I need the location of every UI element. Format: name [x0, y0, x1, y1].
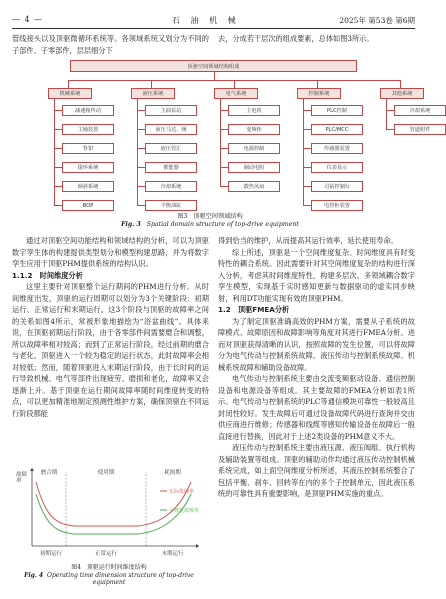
fig4-ylabel: 故障 — [16, 472, 28, 478]
fig3-caption-cn — [60, 211, 360, 220]
fig3-category-spine — [386, 99, 387, 130]
fig3-item-connector — [54, 110, 62, 111]
fig3-item-box: 主油泵站 — [145, 105, 197, 116]
fig3-caption-cn-num: 图3 — [177, 213, 188, 220]
right-paragraph-2: 综上所述，顶驱是一个空间维度复杂、时间维度具有时变特性的耦合系统。因此需要针对其空间维度复杂的结构进行深入分析，考虑其时间维度特性，构建多层次、多领域耦合数字孪生模型，实现基于实时感知更新与数据驱动的虚实同步映射，利用DT功能实现有效的顶驱PHM。 — [218, 247, 415, 303]
fig4-legend-repairable: 可修复故障率 — [169, 508, 200, 514]
fig3-item-box: 液压马达、阀 — [145, 124, 197, 135]
fig3-item-box: 司钻控制台 — [311, 181, 363, 192]
fig3-item-connector — [303, 186, 311, 187]
fig3-item-box: 减速箱传动 — [62, 105, 114, 116]
fig3-item-connector — [137, 186, 145, 187]
right-paragraph-5: 液压传动与控制系统主要由液压源、液压阀组、执行机构及辅助装置等组成。顶驱的辅助动作均通过液压传动控制机械系统完成，如上面空间维度分析所述，其液压控制系统整合了包括平衡、刹车、回转等在内的多个子控制单元，因此液压系统的可靠性具有重要影响，是顶驱PHM实施的重点。 — [218, 443, 415, 498]
fig4-actual-failure-curve — [36, 482, 191, 526]
left-top-text — [12, 33, 209, 56]
fig3-item-connector — [137, 167, 145, 168]
fig4-phase-label: 磨合期 — [40, 470, 58, 476]
fig4-chart — [14, 460, 204, 560]
fig3-category-box: 控制系统 — [297, 88, 341, 99]
fig4-caption-cn-text: 顶驱运行时间维度结构 — [86, 564, 147, 571]
fig4-legend-actual: 实际故障率 — [169, 489, 195, 495]
issue-info: 2025年 第53卷 第6期 — [339, 16, 415, 25]
fig3-item-connector — [137, 110, 145, 111]
left-paragraph-2: 这里主要针对顶驱整个运行期间的PHM进行分析。从时间维度出发，顶驱的运行周期可以划分为3个关键阶段：初期运行、正常运行和末期运行。这3个阶段与顶驱的故障率之间的关系如图4所示，常被形象地描绘为“浴盆曲线”。具体来说，在顶驱初期运行阶段，由于各零部件间需要磨合和调整，所以故障率相对较高；而到了正常运行阶段，经过前期的磨合与老化，顶驱进入一个较为稳定的运行状态，此时故障率会相对较低；然而，随着顶驱进入末期运行阶段，由于长时间的运行导致机械、电气等部件出现疲劳、磨损和老化，故障率又会逐渐上升。基于顶驱在运行期间故障率随时间维度转变的特点，可以更加精准地制定预测性维护方案，确保顶驱在不同运行阶段都能 — [12, 282, 209, 418]
fig3-item-connector — [54, 129, 62, 130]
fig3-item-box: PLC控制 — [311, 105, 363, 116]
fig3-item-box: 管道附件 — [394, 124, 446, 135]
fig4-x-label: 末期运行 — [161, 551, 184, 557]
fig3-item-box: 电控柜装置 — [311, 200, 363, 211]
right-column — [218, 235, 415, 500]
fig3-level1-connector — [68, 80, 69, 88]
fig3-root-connector — [214, 72, 215, 80]
fig3-item-box: 背钳 — [62, 143, 114, 154]
fig3-item-connector — [220, 148, 228, 149]
right-paragraph-4: 电气传动与控制系统主要由交流变频驱动设备、通信控制设备和电源设备等组成。其主要故障的FMEA分析如表1所示。电气传动与控制系统的PLC等通信模块可靠性一般较高且封闭性较好。发生故障后可通过设备故障代码进行查询并交由供应商进行维修；传感器和线缆等感知传输设备在故障后一般直接进行替换，因此对于上述2类设备的PHM意义不大。 — [218, 374, 415, 441]
fig3-item-connector — [54, 148, 62, 149]
fig3-item-connector — [303, 129, 311, 130]
fig3-item-connector — [54, 186, 62, 187]
fig3-item-connector — [137, 148, 145, 149]
right-top-text — [218, 33, 415, 45]
fig3-item-box: 传感器装置 — [311, 143, 363, 154]
right-paragraph-1: 得到恰当的维护，从而提高其运行效率，延长使用寿命。 — [218, 236, 398, 245]
fig3-level1-connector — [317, 80, 318, 88]
fig3-item-connector — [54, 167, 62, 168]
right-top-paragraph: 去，分成若干层次的组成要素，总体如图3所示。 — [218, 34, 374, 43]
page-number: — 4 — — [12, 15, 44, 24]
fig3-item-box: 主轴装置 — [62, 124, 114, 135]
fig4-x-label: 正常运行 — [94, 551, 118, 557]
fig3-item-box: 冷却系统 — [145, 181, 197, 192]
fig3-category-spine — [137, 99, 138, 206]
fig3-category-spine — [303, 99, 304, 206]
fig4-caption-en-text: Operating time dimension structure of top-drive equipment — [47, 572, 194, 586]
fig3-item-connector — [54, 205, 62, 206]
section-heading-1-1-2: 1.1.2 时间维度分析 — [12, 270, 83, 280]
fig3-item-box: 倾斜系统 — [62, 181, 114, 192]
fig3-item-connector — [220, 110, 228, 111]
fig3-item-connector — [303, 148, 311, 149]
fig3-item-box: PLC/MCC — [311, 124, 363, 135]
fig4-repairable-failure-curve — [36, 494, 191, 534]
fig3-caption-en-text: Spatial domain structure of top-drive equipment — [146, 221, 299, 228]
fig3-item-connector — [137, 205, 145, 206]
section-heading-1-2: 1.2 顶驱FMEA分析 — [218, 305, 290, 314]
fig4-phase-label: 耗损期 — [164, 470, 181, 476]
fig3-root-box: 顶驱空间领域结构组成 — [70, 60, 357, 72]
fig3-level1-connector — [234, 80, 235, 88]
fig3-item-connector — [220, 186, 228, 187]
fig4-y-arrow — [30, 468, 34, 471]
fig3-caption-en — [60, 221, 360, 228]
fig3-item-connector — [303, 205, 311, 206]
fig3-item-box: 液压管汇 — [145, 143, 197, 154]
left-column — [12, 235, 209, 419]
fig3-item-connector — [220, 167, 228, 168]
fig3-caption-cn-text: 顶驱空间领域结构 — [193, 213, 243, 220]
fig3-item-box: 提环系统 — [62, 162, 114, 173]
left-top-paragraph: 管线接头以及顶驱微循环系统等。各领域系统又划分为不同的子部件、子零部件，层层细分下 — [12, 34, 209, 55]
fig3-level1-connector — [400, 80, 401, 88]
fig4-x-label: 初期运行 — [39, 551, 63, 557]
header-rule — [12, 28, 415, 29]
fig3-item-box: 变频柜 — [228, 124, 280, 135]
fig3-item-connector — [303, 110, 311, 111]
fig3-category-box: 液压系统 — [131, 88, 175, 99]
fig3-item-box: 散热风扇 — [228, 181, 280, 192]
journal-name: 石 油 机 械 — [172, 16, 240, 25]
fig4-phase-label: 使用期 — [97, 470, 115, 476]
fig3-item-box: 制动电阻 — [228, 162, 280, 173]
fig3-item-box: 冷却系统 — [394, 105, 446, 116]
fig4-ylabel-cont: 率 — [16, 478, 22, 484]
fig4-caption-cn — [14, 562, 204, 571]
fig4-caption-en-num: Fig. 4 — [24, 572, 44, 579]
fig3-item-box: 电源控制 — [228, 143, 280, 154]
fig3-item-box: BOP — [62, 200, 114, 211]
fig3-category-spine — [54, 99, 55, 206]
fig3-item-box: 平衡油缸 — [145, 200, 197, 211]
fig3-level1-connector — [151, 80, 152, 88]
fig4-caption-cn-num: 图4 — [71, 564, 82, 571]
fig4-caption-en — [14, 572, 204, 586]
left-paragraph-1: 通过对顶驱空间功能结构和领域结构的分析，可以为顶驱数字孪生体的构建提供类型划分和模型构建思路，并为将数字孪生应用于顶驱PHM提供系统的结构认识。 — [12, 236, 209, 268]
fig3-item-box: 主电机 — [228, 105, 280, 116]
fig3-caption-en-num: Fig. 3 — [121, 221, 141, 228]
fig3-item-connector — [386, 110, 394, 111]
fig3-category-box: 电气系统 — [214, 88, 258, 99]
fig3-item-box: 仪表显示 — [311, 162, 363, 173]
fig3-item-connector — [386, 129, 394, 130]
fig3-item-box: 蓄能器 — [145, 162, 197, 173]
fig3-item-connector — [220, 129, 228, 130]
fig3-item-connector — [137, 129, 145, 130]
right-paragraph-3: 为了制定顶驱准确高效的PHM方案，需要从子系统的故障模式、故障原因和故障影响等角度对其进行FMEA分析。进而对顶驱获得清晰的认识，按照故障的发生位置，可以将故障分为电气传动与控制系统故障、液压传动与控制系统故障、机械系统故障和辅助设备故障。 — [218, 316, 415, 372]
fig3-item-connector — [303, 167, 311, 168]
fig4-x-arrow — [196, 544, 199, 548]
fig3-category-spine — [220, 99, 221, 187]
fig3-category-box: 其他系统 — [380, 88, 424, 99]
fig3-diagram — [8, 58, 431, 210]
fig3-category-box: 机械系统 — [48, 88, 92, 99]
